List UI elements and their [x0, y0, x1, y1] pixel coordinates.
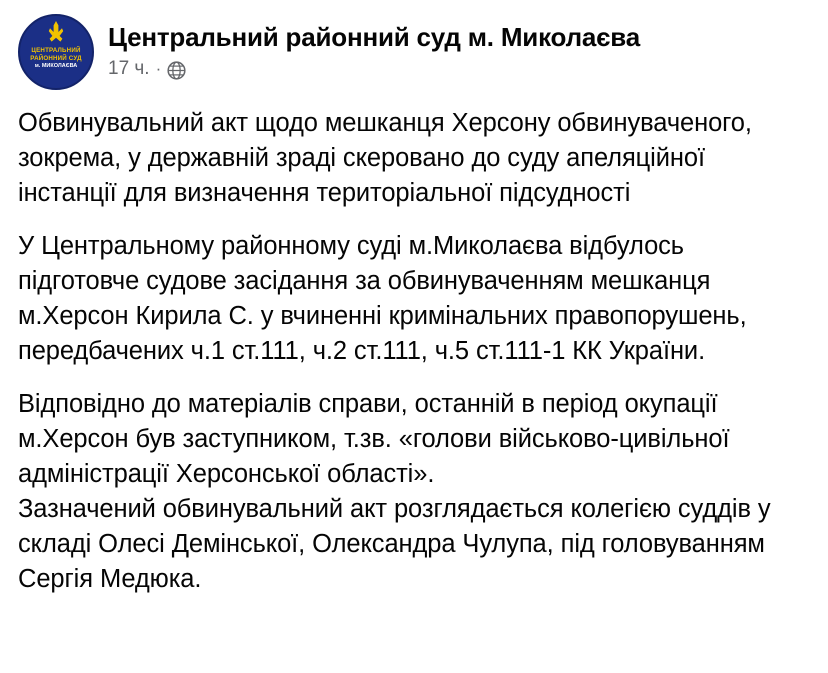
- post-header: [18, 14, 810, 90]
- trident-emblem-icon: [46, 21, 66, 45]
- post-header-text: [108, 14, 640, 80]
- globe-icon[interactable]: [167, 61, 186, 80]
- post-paragraph: У Центральному районному суді м.Миколаєва відбулось підготовче судове засідання за обвинуваченням мешканця м.Херсон Кирила С. у вчиненні кримінальних правопорушень, передбачених ч.1 ст.111, ч.2 ст.111, ч.5 ст.111-1 КК України.: [18, 232, 747, 365]
- post-meta: [108, 58, 640, 80]
- avatar-crest-subtext: м. МИКОЛАЄВА: [34, 63, 78, 69]
- avatar-crest-text: ЦЕНТРАЛЬНИЙ РАЙОННИЙ СУД: [30, 47, 82, 62]
- post-paragraph: Зазначений обвинувальний акт розглядається колегією суддів у складі Олесі Демінської, Олександра Чулупа, під головуванням Сергія Медюка.: [18, 495, 771, 593]
- post-timestamp[interactable]: 17 ч.: [108, 58, 150, 79]
- page-name[interactable]: Центральний районний суд м. Миколаєва: [108, 22, 641, 52]
- avatar[interactable]: [18, 14, 94, 90]
- post-headline: Обвинувальний акт щодо мешканця Херсону обвинуваченого, зокрема, у державній зраді скеровано до суду апеляційної інстанції для визначення територіальної підсудності: [18, 109, 752, 207]
- post-paragraph: Відповідно до матеріалів справи, останній в період окупації м.Херсон був заступником, т.зв. «голови військово-цивільної адміністрації Херсонської області».: [18, 390, 730, 488]
- post-body: [18, 106, 810, 597]
- meta-separator: ·: [155, 59, 162, 78]
